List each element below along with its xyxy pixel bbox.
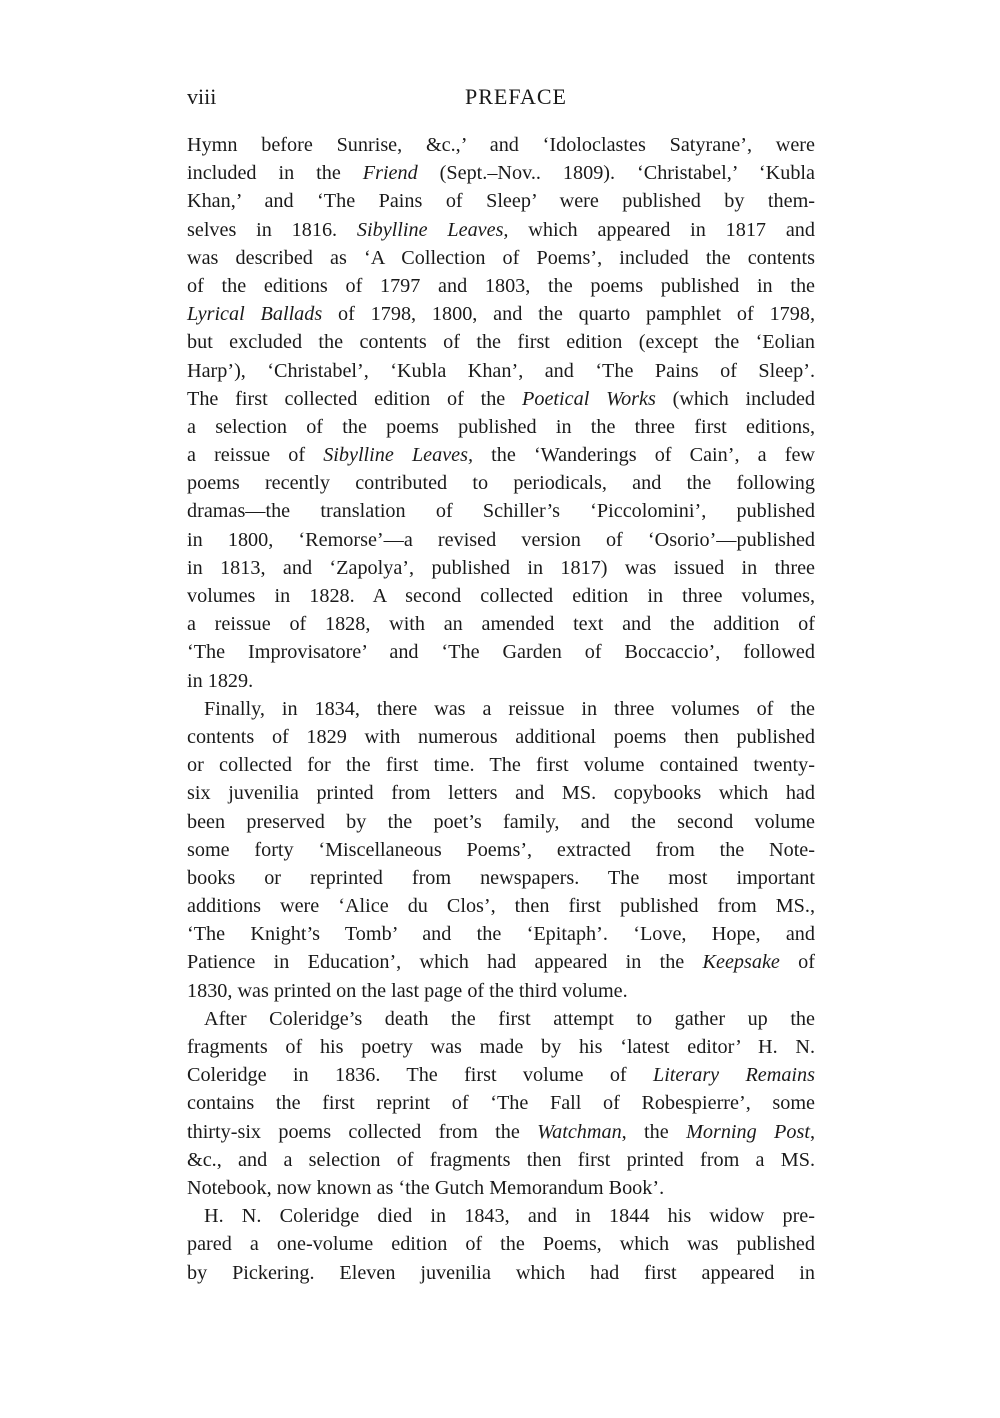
body-text [187, 131, 815, 1287]
text-segment: some forty ‘Miscellaneous Poems’, extracted from the Note- [187, 838, 815, 861]
text-segment: in 1829. [187, 669, 254, 692]
text-segment: Hymn before Sunrise, &c.,’ and ‘Idoloclastes Satyrane’, were [187, 134, 815, 156]
text-line [187, 357, 815, 385]
text-line [187, 244, 815, 272]
text-line [187, 667, 815, 695]
text-line [187, 328, 815, 356]
text-line [187, 469, 815, 497]
text-line [187, 413, 815, 441]
text-segment: but excluded the contents of the first edition (except the ‘Eolian [187, 331, 815, 354]
text-line [187, 582, 815, 610]
running-title: PREFACE [465, 84, 567, 109]
text-segment: which appeared in 1817 and [508, 218, 815, 241]
text-segment: a selection of the poems published in the three first editions, [187, 415, 815, 438]
italic-title: Sibylline Leaves, [323, 444, 474, 467]
text-segment: 1830, was printed on the last page of the third volume. [187, 979, 628, 1002]
book-page [187, 84, 815, 1284]
italic-title: Sibylline Leaves, [356, 218, 509, 241]
text-segment: by Pickering. Eleven juvenilia which had first appeared in [187, 1261, 815, 1284]
text-segment: volumes in 1828. A second collected edition in three volumes, [187, 585, 815, 607]
text-line [187, 808, 815, 836]
text-segment: (which included [655, 387, 815, 410]
italic-title: Watchman [537, 1120, 622, 1143]
text-segment: additions were ‘Alice du Clos’, then first published from MS., [187, 895, 815, 918]
text-segment: (Sept.–Nov.. 1809). ‘Christabel,’ ‘Kubla [417, 162, 815, 185]
text-segment: a reissue of [187, 444, 324, 467]
text-line [187, 187, 815, 215]
text-segment: &c., and a selection of fragments then first printed from a MS. [187, 1148, 815, 1171]
italic-title: Lyrical Ballads [187, 303, 323, 326]
text-segment: contains the first reprint of ‘The Fall of Robespierre’, some [187, 1092, 815, 1115]
text-line [187, 1118, 815, 1146]
page-header [187, 84, 815, 114]
italic-title: Friend [362, 162, 418, 185]
text-segment: Finally, in 1834, there was a reissue in three volumes of the [204, 697, 815, 720]
text-segment: poems recently contributed to periodicals, and the following [187, 472, 815, 495]
text-segment: ‘The Knight’s Tomb’ and the ‘Epitaph’. ‘Love, Hope, and [187, 923, 815, 946]
text-line [187, 300, 815, 328]
text-segment: six juvenilia printed from letters and MS. copybooks which had [187, 782, 815, 805]
text-line [187, 1061, 815, 1089]
text-line [187, 385, 815, 413]
text-segment: , [809, 1120, 815, 1143]
text-line [187, 610, 815, 638]
text-line [187, 864, 815, 892]
text-segment: Patience in Education’, which had appeared in the [187, 951, 703, 974]
text-line [187, 131, 815, 159]
text-segment: selves in 1816. [187, 218, 357, 241]
text-line [187, 1230, 815, 1258]
text-line [187, 836, 815, 864]
paragraph-first-line [187, 1202, 815, 1230]
text-line [187, 1174, 815, 1202]
text-segment: included in the [187, 162, 363, 185]
text-segment: dramas—the translation of Schiller’s ‘Piccolomini’, published [187, 500, 815, 523]
text-line [187, 1089, 815, 1117]
italic-title: Literary Remains [652, 1064, 815, 1087]
text-line [187, 216, 815, 244]
text-segment: been preserved by the poet’s family, and the second volume [187, 810, 815, 833]
text-segment: in 1800, ‘Remorse’—a revised version of ‘Osorio’—published [187, 528, 815, 551]
text-line [187, 1146, 815, 1174]
text-segment: or collected for the first time. The first volume contained twenty- [187, 754, 815, 777]
text-segment: contents of 1829 with numerous additional poems then published [187, 725, 815, 748]
italic-title: Morning Post [686, 1120, 810, 1143]
text-segment: of [779, 951, 815, 974]
text-line [187, 159, 815, 187]
paragraph-first-line [187, 695, 815, 723]
text-line [187, 920, 815, 948]
text-line [187, 441, 815, 469]
text-segment: pared a one-volume edition of the Poems, which was published [187, 1233, 815, 1256]
text-line [187, 751, 815, 779]
text-line [187, 1033, 815, 1061]
page-number: viii [187, 84, 217, 109]
text-line [187, 1259, 815, 1287]
text-segment: Harp’), ‘Christabel’, ‘Kubla Khan’, and ‘The Pains of Sleep’. [187, 359, 815, 382]
text-segment: thirty-six poems collected from the [187, 1120, 538, 1143]
text-segment: the ‘Wanderings of Cain’, a few [473, 444, 815, 467]
text-line [187, 497, 815, 525]
text-segment: of 1798, 1800, and the quarto pamphlet of 1798, [322, 303, 815, 326]
text-segment: ‘The Improvisatore’ and ‘The Garden of Boccaccio’, followed [187, 641, 815, 664]
text-segment: a reissue of 1828, with an amended text and the addition of [187, 613, 815, 636]
text-segment: After Coleridge’s death the first attempt to gather up the [204, 1007, 815, 1030]
text-line [187, 272, 815, 300]
text-line [187, 526, 815, 554]
text-segment: Notebook, now known as ‘the Gutch Memorandum Book’. [187, 1176, 665, 1199]
italic-title: Keepsake [702, 951, 780, 974]
text-line [187, 779, 815, 807]
text-segment: books or reprinted from newspapers. The most important [187, 866, 815, 889]
text-line [187, 554, 815, 582]
italic-title: Poetical Works [522, 387, 656, 410]
text-segment: H. N. Coleridge died in 1843, and in 1844 his widow pre- [204, 1205, 815, 1228]
text-segment: , the [621, 1120, 687, 1143]
text-line [187, 977, 815, 1005]
text-segment: fragments of his poetry was made by his ‘latest editor’ H. N. [187, 1036, 815, 1058]
text-line [187, 948, 815, 976]
text-line [187, 892, 815, 920]
text-segment: was described as ‘A Collection of Poems’, included the contents [187, 246, 815, 269]
text-segment: The first collected edition of the [187, 387, 523, 410]
text-line [187, 723, 815, 751]
text-segment: Coleridge in 1836. The first volume of [187, 1064, 653, 1087]
text-segment: in 1813, and ‘Zapolya’, published in 1817) was issued in three [187, 556, 815, 579]
paragraph-first-line [187, 1005, 815, 1033]
text-line [187, 638, 815, 666]
text-segment: Khan,’ and ‘The Pains of Sleep’ were published by them- [187, 190, 815, 213]
text-segment: of the editions of 1797 and 1803, the poems published in the [187, 274, 815, 297]
